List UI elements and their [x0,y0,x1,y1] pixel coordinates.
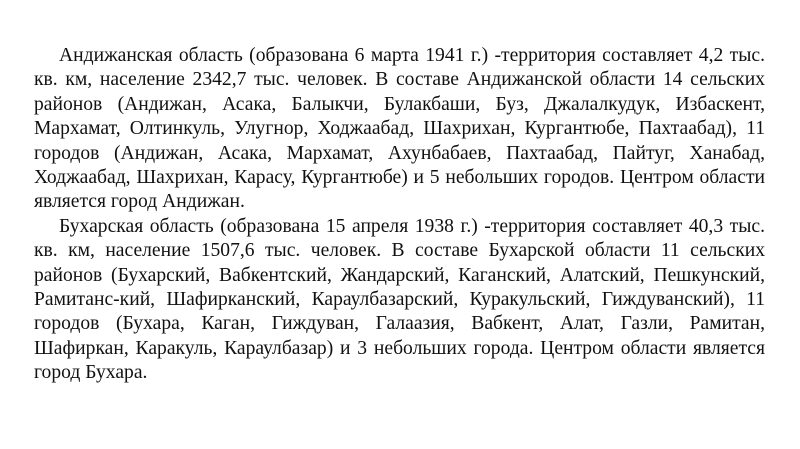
paragraph-bukhara: Бухарская область (образована 15 апреля 1938 г.) -территория составляет 40,3 тыс. кв. км, население 1507,6 тыс. человек. В составе Бухарской области 11 сельских районов (Бухарский, Вабкентский, Жандарский, Каганский, Алатский, Пешкунский, Рамитанс-кий, Шафирканский, Караулбазарский, Куракульский, Гиждуванский), 11 городов (Бухара, Каган, Гиждуван, Галаазия, Вабкент, Алат, Газли, Рамитан, Шафиркан, Каракуль, Караулбазар) и 3 небольших города. Центром области является город Бухара. [34,215,765,384]
paragraph-andijan: Андижанская область (образована 6 марта 1941 г.) -территория составляет 4,2 тыс. кв. км, население 2342,7 тыс. человек. В составе Андижанской области 14 сельских районов (Андижан, Асака, Балыкчи, Булакбаши, Буз, Джалалкудук, Избаскент, Мархамат, Олтинкуль, Улугнор, Ходжаабад, Шахрихан, Кургантюбе, Пахтаабад), 11 городов (Андижан, Асака, Мархамат, Ахунбабаев, Пахтаабад, Пайтуг, Ханабад, Ходжаабад, Шахрихан, Карасу, Кургантюбе) и 5 небольших городов. Центром области является город Андижан. [34,45,765,213]
document-body [34,44,765,386]
